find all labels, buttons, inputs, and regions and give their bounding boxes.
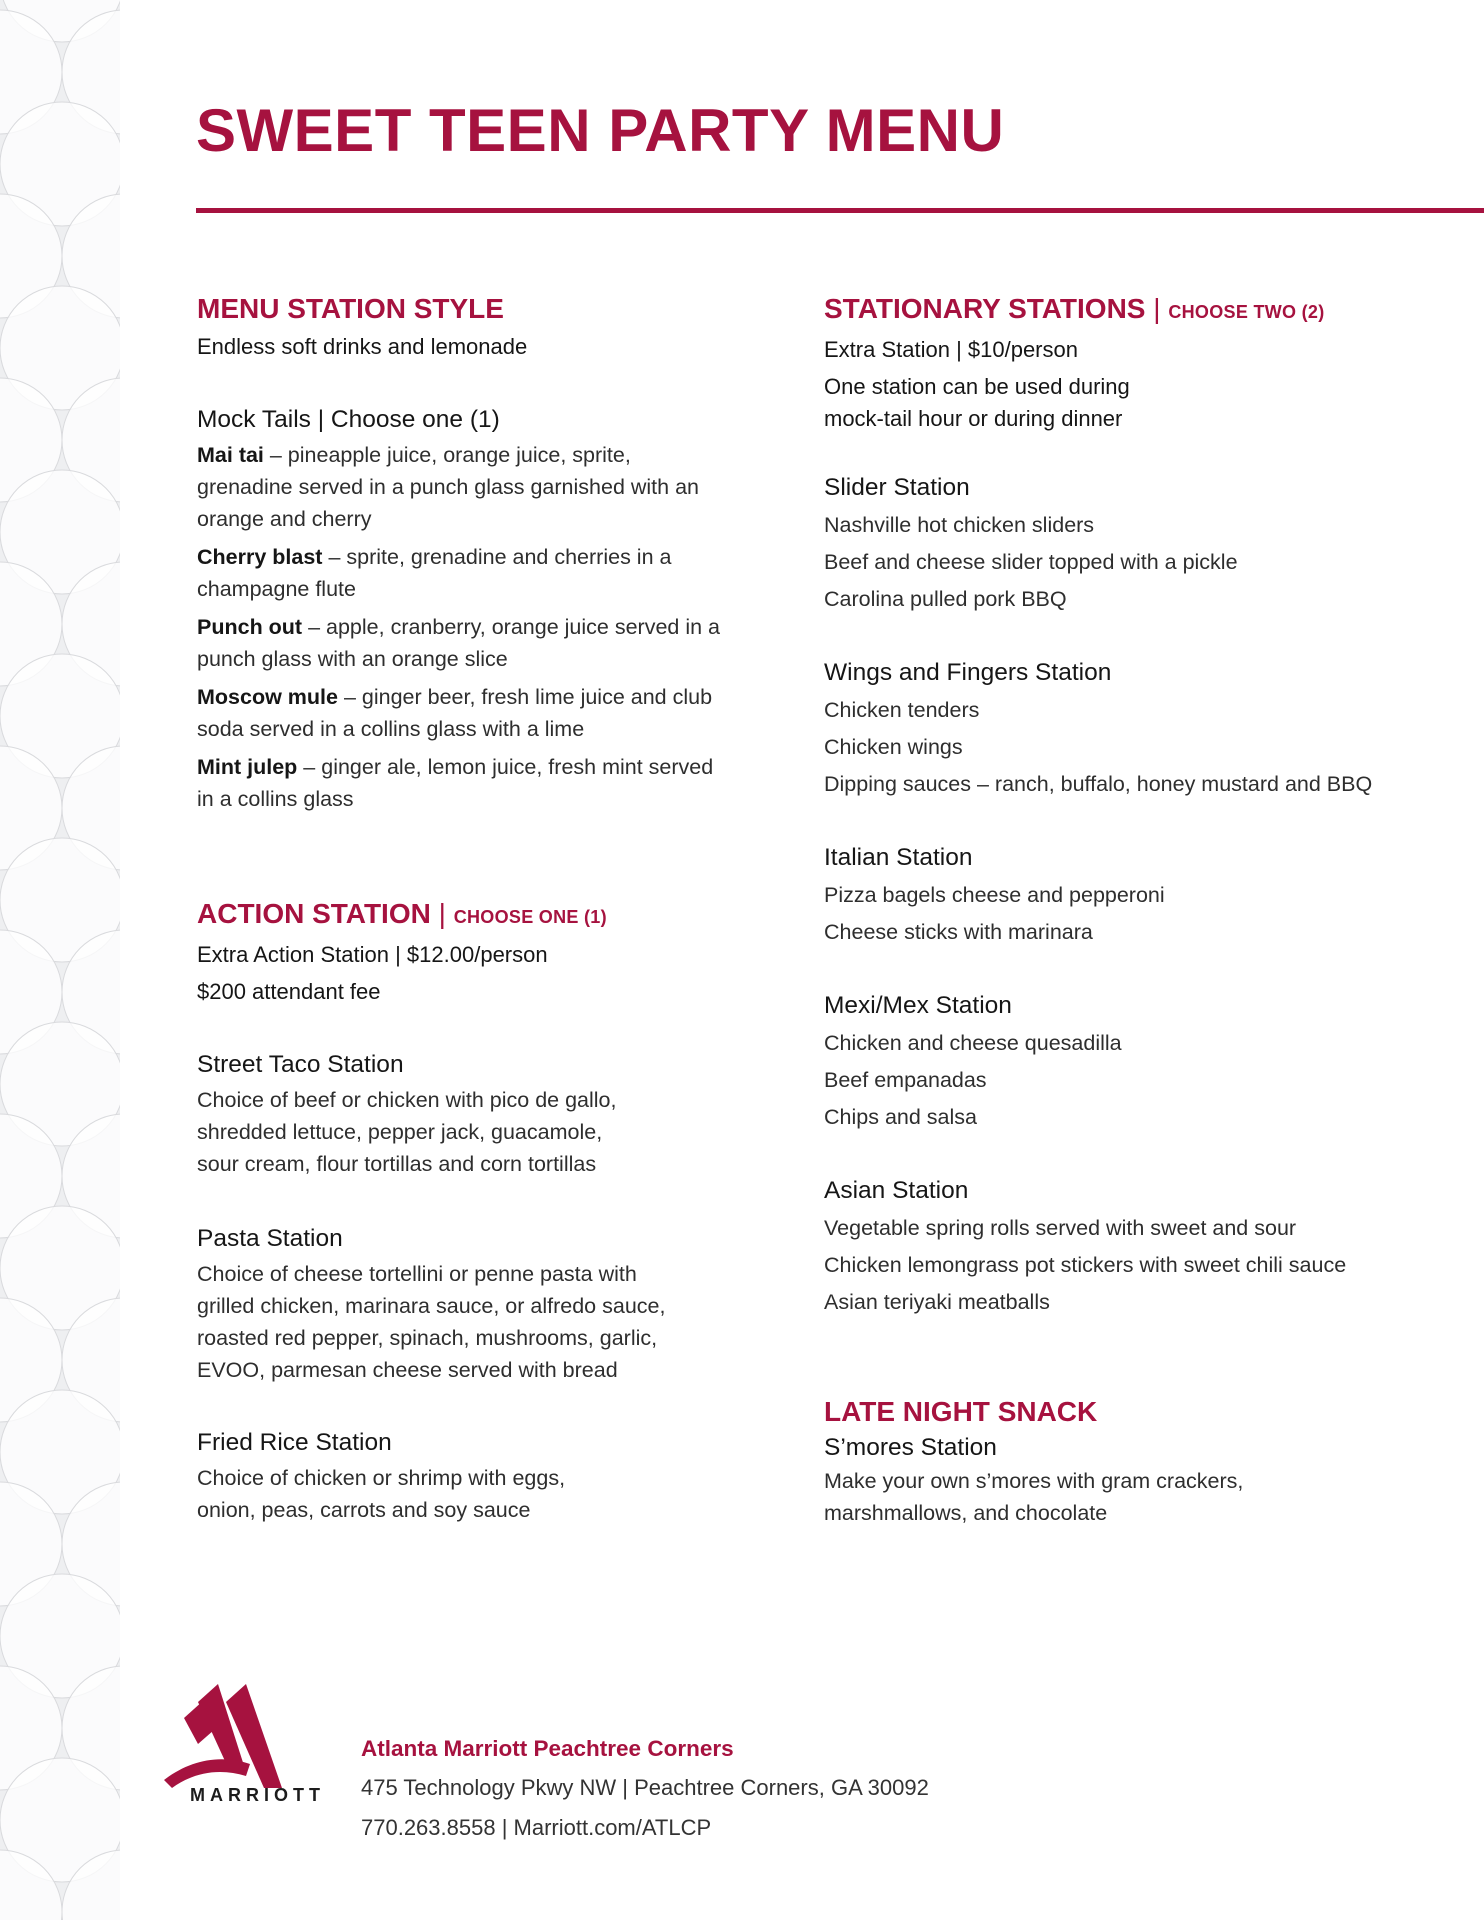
station-desc-line: onion, peas, carrots and soy sauce (197, 1498, 531, 1522)
scallop-pattern (0, 0, 120, 1920)
station-name: S’mores Station (824, 1434, 997, 1461)
mocktails-heading: Mock Tails | Choose one (1) (197, 406, 500, 433)
station-name: Pasta Station (197, 1225, 343, 1252)
station-desc-line: sour cream, flour tortillas and corn tortillas (197, 1152, 597, 1176)
mocktail-name: Moscow mule (197, 685, 338, 709)
station-item: Nashville hot chicken sliders (824, 513, 1095, 537)
station-name: Wings and Fingers Station (824, 659, 1112, 686)
station-item: Chicken wings (824, 735, 963, 759)
station-name: Italian Station (824, 844, 973, 871)
mocktail-desc: – sprite, grenadine and cherries in a champagne flute (197, 545, 672, 601)
mocktail-item (197, 611, 727, 675)
station-desc-line: Choice of chicken or shrimp with eggs, (197, 1466, 566, 1490)
stationary-stations-choose: CHOOSE TWO (2) (1168, 302, 1325, 322)
mocktail-item (197, 681, 727, 745)
station-name: Street Taco Station (197, 1051, 404, 1078)
station-desc-line: shredded lettuce, pepper jack, guacamole, (197, 1120, 603, 1144)
hotel-name: Atlanta Marriott Peachtree Corners (361, 1736, 734, 1761)
station-item: Chicken tenders (824, 698, 980, 722)
station-desc-line: grilled chicken, marinara sauce, or alfredo sauce, (197, 1294, 666, 1318)
station-name: Mexi/Mex Station (824, 992, 1012, 1019)
mocktail-desc: – ginger ale, lemon juice, fresh mint served in a collins glass (197, 755, 714, 811)
title-divider (196, 208, 1484, 213)
decorative-pattern-band (0, 0, 120, 1920)
hotel-contact: 770.263.8558 | Marriott.com/ATLCP (361, 1815, 712, 1840)
station-desc-line: Choice of cheese tortellini or penne pasta with (197, 1262, 637, 1286)
station-item: Vegetable spring rolls served with sweet and sour (824, 1216, 1297, 1240)
late-night-snack-heading: LATE NIGHT SNACK (824, 1396, 1098, 1427)
stationary-stations-heading: STATIONARY STATIONS | CHOOSE TWO (2) (824, 293, 1325, 324)
page-title: SWEET TEEN PARTY MENU (196, 97, 1005, 164)
stationary-stations-heading-text: STATIONARY STATIONS (824, 293, 1146, 324)
station-desc-line: marshmallows, and chocolate (824, 1501, 1108, 1525)
action-station-heading-text: ACTION STATION (197, 898, 431, 929)
attendant-fee: $200 attendant fee (197, 979, 381, 1004)
station-usage-note: One station can be used during (824, 374, 1130, 399)
mocktail-desc: – apple, cranberry, orange juice served in a punch glass with an orange slice (197, 615, 721, 671)
station-item: Cheese sticks with marinara (824, 920, 1093, 944)
station-usage-note: mock-tail hour or during dinner (824, 406, 1123, 431)
right-column (824, 290, 1479, 1529)
station-item: Beef empanadas (824, 1068, 987, 1092)
action-station-choose: CHOOSE ONE (1) (453, 907, 607, 927)
menu-station-style-heading: MENU STATION STYLE (197, 293, 504, 324)
station-name: Asian Station (824, 1177, 969, 1204)
mocktail-item (197, 439, 727, 535)
mocktail-desc: – ginger beer, fresh lime juice and club soda served in a collins glass with a lime (197, 685, 713, 741)
station-desc-line: EVOO, parmesan cheese served with bread (197, 1358, 618, 1382)
mocktail-item (197, 751, 727, 815)
station-desc-line: roasted red pepper, spinach, mushrooms, garlic, (197, 1326, 658, 1350)
extra-station-price: Extra Station | $10/person (824, 337, 1078, 362)
station-name: Fried Rice Station (197, 1429, 392, 1456)
drinks-note: Endless soft drinks and lemonade (197, 334, 528, 359)
station-name: Slider Station (824, 474, 970, 501)
footer-contact (361, 1730, 929, 1848)
mocktail-item (197, 541, 727, 605)
mocktail-name: Cherry blast (197, 545, 323, 569)
left-column (197, 290, 727, 1526)
mocktail-list (197, 439, 727, 815)
station-item: Carolina pulled pork BBQ (824, 587, 1067, 611)
mocktail-desc: – pineapple juice, orange juice, sprite, grenadine served in a punch glass garnished with an orange and cherry (197, 443, 699, 531)
station-item: Chicken lemongrass pot stickers with sweet chili sauce (824, 1253, 1347, 1277)
action-station-price: Extra Action Station | $12.00/person (197, 942, 548, 967)
mocktail-name: Punch out (197, 615, 303, 639)
marriott-wordmark: MARRIOTT (190, 1785, 325, 1805)
station-item: Chicken and cheese quesadilla (824, 1031, 1122, 1055)
station-item: Chips and salsa (824, 1105, 977, 1129)
mocktail-name: Mai tai (197, 443, 264, 467)
station-item: Pizza bagels cheese and pepperoni (824, 883, 1165, 907)
action-station-heading: ACTION STATION | CHOOSE ONE (1) (197, 898, 607, 929)
station-desc-line: Make your own s’mores with gram crackers, (824, 1469, 1244, 1493)
station-item: Dipping sauces – ranch, buffalo, honey mustard and BBQ (824, 772, 1373, 796)
station-item: Beef and cheese slider topped with a pickle (824, 550, 1238, 574)
hotel-address: 475 Technology Pkwy NW | Peachtree Corners, GA 30092 (361, 1775, 929, 1800)
station-desc-line: Choice of beef or chicken with pico de gallo, (197, 1088, 617, 1112)
mocktail-name: Mint julep (197, 755, 298, 779)
station-item: Asian teriyaki meatballs (824, 1290, 1050, 1314)
